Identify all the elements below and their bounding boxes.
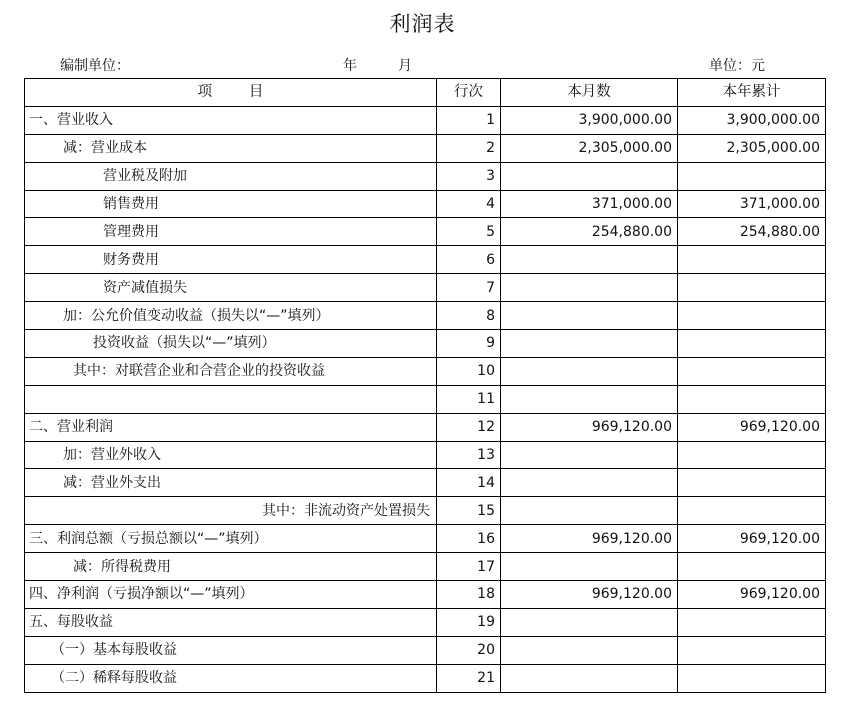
row-current-month: 969,120.00 — [501, 413, 678, 441]
row-current-month — [501, 246, 678, 274]
row-label: 财务费用 — [25, 246, 437, 274]
row-current-month: 254,880.00 — [501, 218, 678, 246]
row-year-total — [678, 246, 826, 274]
row-label: （二）稀释每股收益 — [25, 664, 437, 692]
row-year-total — [678, 441, 826, 469]
row-current-month — [501, 357, 678, 385]
row-current-month — [501, 162, 678, 190]
row-current-month — [501, 441, 678, 469]
row-year-total — [678, 636, 826, 664]
row-label: 四、净利润（亏损净额以“—”填列） — [25, 581, 437, 609]
month-label: 月 — [398, 58, 412, 74]
table-header-row — [25, 79, 826, 107]
row-current-month — [501, 497, 678, 525]
table-row — [25, 664, 826, 692]
currency-unit-label: 单位：元 — [709, 58, 765, 74]
table-row — [25, 525, 826, 553]
row-year-total — [678, 302, 826, 330]
row-label: 资产减值损失 — [25, 274, 437, 302]
row-label: 一、营业收入 — [25, 106, 437, 134]
year-label: 年 — [343, 58, 357, 74]
header-year-total: 本年累计 — [678, 79, 826, 107]
row-year-total: 969,120.00 — [678, 525, 826, 553]
row-label: 销售费用 — [25, 190, 437, 218]
row-label: 五、每股收益 — [25, 608, 437, 636]
table-row — [25, 553, 826, 581]
table-row — [25, 218, 826, 246]
row-label: 营业税及附加 — [25, 162, 437, 190]
row-year-total: 2,305,000.00 — [678, 134, 826, 162]
row-number: 8 — [437, 302, 501, 330]
row-label: 减：营业外支出 — [25, 469, 437, 497]
row-current-month: 969,120.00 — [501, 581, 678, 609]
table-row — [25, 274, 826, 302]
row-label: 三、利润总额（亏损总额以“—”填列） — [25, 525, 437, 553]
row-year-total — [678, 357, 826, 385]
row-label: 其中：非流动资产处置损失 — [25, 497, 437, 525]
table-row — [25, 330, 826, 358]
row-current-month — [501, 302, 678, 330]
table-row — [25, 246, 826, 274]
preparer-unit-label: 编制单位： — [60, 58, 130, 74]
header-row-number: 行次 — [437, 79, 501, 107]
row-label: 管理费用 — [25, 218, 437, 246]
row-year-total — [678, 274, 826, 302]
table-row — [25, 469, 826, 497]
row-number: 2 — [437, 134, 501, 162]
row-number: 3 — [437, 162, 501, 190]
row-year-total — [678, 162, 826, 190]
header-current-month: 本月数 — [501, 79, 678, 107]
row-label: 其中：对联营企业和合营企业的投资收益 — [25, 357, 437, 385]
row-label: 二、营业利润 — [25, 413, 437, 441]
row-year-total — [678, 553, 826, 581]
table-row — [25, 106, 826, 134]
table-row — [25, 357, 826, 385]
row-number: 1 — [437, 106, 501, 134]
row-year-total — [678, 469, 826, 497]
row-current-month: 3,900,000.00 — [501, 106, 678, 134]
table-row — [25, 441, 826, 469]
row-label — [25, 385, 437, 413]
row-number: 10 — [437, 357, 501, 385]
row-label: 加：营业外收入 — [25, 441, 437, 469]
row-number: 6 — [437, 246, 501, 274]
row-label: 减：营业成本 — [25, 134, 437, 162]
row-number: 11 — [437, 385, 501, 413]
row-number: 15 — [437, 497, 501, 525]
row-year-total — [678, 330, 826, 358]
row-number: 18 — [437, 581, 501, 609]
row-year-total: 371,000.00 — [678, 190, 826, 218]
row-number: 12 — [437, 413, 501, 441]
row-current-month — [501, 385, 678, 413]
row-year-total: 254,880.00 — [678, 218, 826, 246]
row-label: 减：所得税费用 — [25, 553, 437, 581]
row-current-month — [501, 553, 678, 581]
row-current-month: 371,000.00 — [501, 190, 678, 218]
row-current-month — [501, 274, 678, 302]
row-number: 21 — [437, 664, 501, 692]
table-row — [25, 385, 826, 413]
row-number: 7 — [437, 274, 501, 302]
income-statement-table — [24, 78, 826, 693]
table-row — [25, 608, 826, 636]
row-current-month — [501, 608, 678, 636]
row-current-month: 2,305,000.00 — [501, 134, 678, 162]
row-year-total — [678, 664, 826, 692]
row-number: 17 — [437, 553, 501, 581]
row-number: 4 — [437, 190, 501, 218]
row-current-month — [501, 330, 678, 358]
header-item: 项 目 — [25, 79, 437, 107]
row-year-total: 3,900,000.00 — [678, 106, 826, 134]
row-number: 16 — [437, 525, 501, 553]
row-year-total — [678, 497, 826, 525]
table-row — [25, 302, 826, 330]
row-year-total — [678, 385, 826, 413]
row-current-month — [501, 664, 678, 692]
row-current-month — [501, 636, 678, 664]
row-number: 9 — [437, 330, 501, 358]
document-title: 利润表 — [389, 12, 456, 36]
row-number: 5 — [437, 218, 501, 246]
row-label: （一）基本每股收益 — [25, 636, 437, 664]
table-row — [25, 162, 826, 190]
row-label: 投资收益（损失以“—”填列） — [25, 330, 437, 358]
table-row — [25, 134, 826, 162]
table-row — [25, 636, 826, 664]
table-row — [25, 581, 826, 609]
row-number: 20 — [437, 636, 501, 664]
table-row — [25, 413, 826, 441]
row-number: 14 — [437, 469, 501, 497]
row-year-total — [678, 608, 826, 636]
row-label: 加：公允价值变动收益（损失以“—”填列） — [25, 302, 437, 330]
row-year-total: 969,120.00 — [678, 581, 826, 609]
table-row — [25, 190, 826, 218]
row-current-month — [501, 469, 678, 497]
table-row — [25, 497, 826, 525]
row-year-total: 969,120.00 — [678, 413, 826, 441]
row-current-month: 969,120.00 — [501, 525, 678, 553]
row-number: 19 — [437, 608, 501, 636]
row-number: 13 — [437, 441, 501, 469]
